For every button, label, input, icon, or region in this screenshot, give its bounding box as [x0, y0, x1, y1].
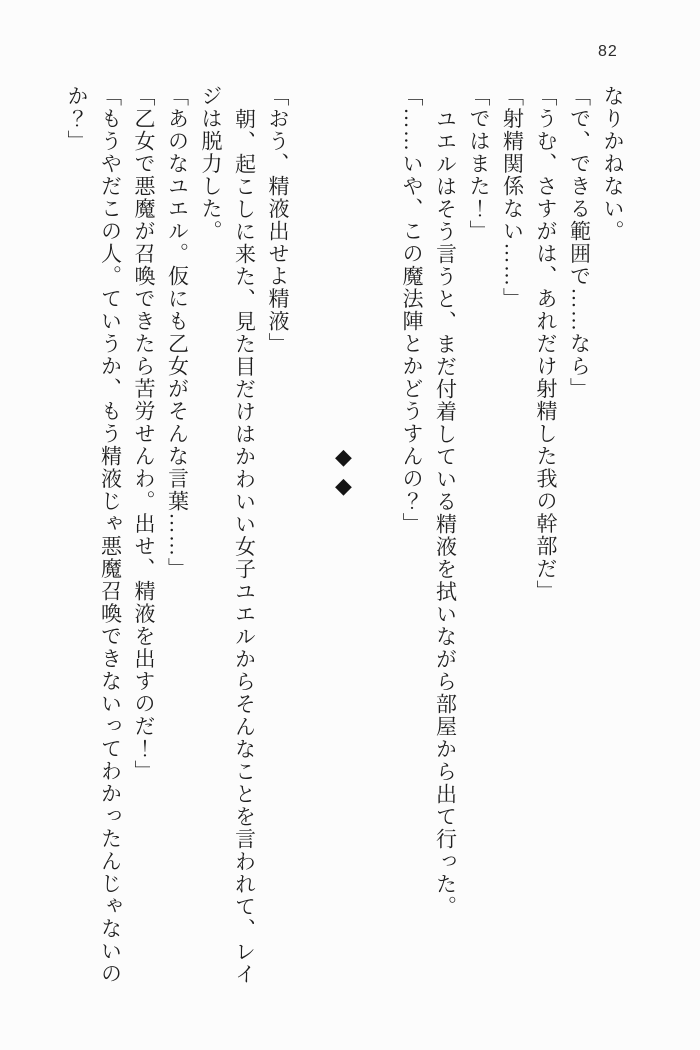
paragraph-dialogue-5: 「……いや、この魔法陣とかどうすんの？」 [400, 85, 424, 535]
paragraph-dialogue-1: 「で、できる範囲で……なら」 [567, 85, 592, 400]
paragraph-continuation: なりかねない。 [601, 85, 625, 243]
page-number: 82 [598, 43, 618, 60]
paragraph-dialogue-7: 「あのなユエル。仮にも乙女がそんな言葉……」 [165, 85, 190, 580]
paragraph-dialogue-6: 「おう、精液出せよ精液」 [266, 85, 290, 355]
paragraph-dialogue-3: 「射精関係ない……」 [500, 85, 525, 310]
paragraph-dialogue-2: 「うむ、さすがは、あれだけ射精した我の幹部だ」 [534, 85, 558, 603]
paragraph-dialogue-8: 「乙女で悪魔が召喚できたら苦労せんわ。出せ、精液を出すのだ！」 [132, 85, 156, 783]
paragraph-dialogue-9: 「もうやだこの人。ていうか、もう精液じゃ悪魔召喚できないってわかったんじゃないのか？」 [65, 85, 123, 985]
paragraph-dialogue-4: 「ではまた！」 [467, 85, 491, 243]
paragraph-narration-1: ユエルはそう言うと、まだ付着している精液を拭いながら部屋から出て行った。 [433, 107, 458, 918]
paragraph-narration-2: 朝、起こしに来た、見た目だけはかわいい女子ユエルからそんなことを言われて、レイジは脱力した。 [199, 85, 257, 985]
vertical-text-block [60, 85, 630, 997]
scene-separator-diamonds-icon: ◆◆ [332, 445, 357, 503]
